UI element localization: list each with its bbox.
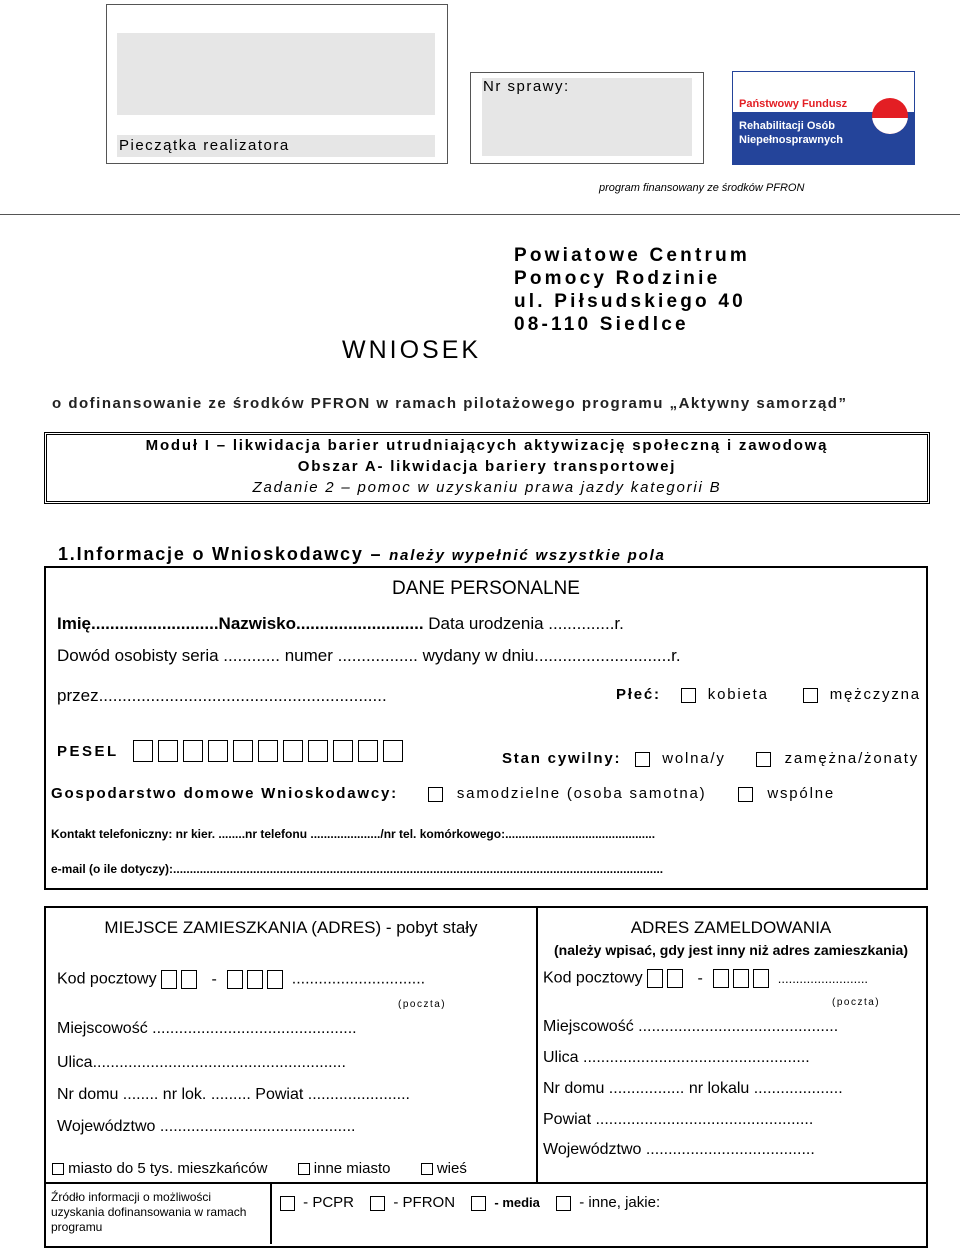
postal-digit-box[interactable] [247, 970, 263, 989]
pesel-digit-box[interactable] [383, 740, 403, 762]
marital-row [502, 750, 919, 767]
name-line[interactable] [57, 614, 624, 634]
birth-date-field[interactable]: Data urodzenia ..............r. [423, 614, 624, 633]
locality-small-town-label: miasto do 5 tys. mieszkańców [68, 1160, 268, 1177]
postal-digit-box[interactable] [227, 970, 243, 989]
pesel-row [57, 740, 408, 762]
form-subtitle: o dofinansowanie ze środków PFRON w ramach pilotażowego programu „Aktywny samorząd” [52, 395, 848, 412]
household-shared-label: wspólne [767, 785, 835, 802]
registration-postal-row: Kod pocztowy - ......................... [543, 969, 869, 987]
source-pcpr-checkbox[interactable] [280, 1196, 295, 1211]
pesel-digit-box[interactable] [158, 740, 178, 762]
household-row [51, 785, 835, 802]
source-pfron-label: - PFRON [393, 1194, 456, 1211]
registration-street-field[interactable]: Ulica ................................................... [543, 1049, 810, 1066]
name-surname-field[interactable]: Imię...........................Nazwisko........................... [57, 614, 424, 633]
sex-male-label: mężczyzna [829, 686, 921, 703]
source-media-label: - media [494, 1195, 540, 1210]
sex-female-checkbox[interactable] [681, 688, 696, 703]
registration-county-field[interactable]: Powiat ................................................. [543, 1111, 814, 1128]
postal-digit-box[interactable] [267, 970, 283, 989]
pfron-logo-line3: Niepełnosprawnych [739, 134, 843, 146]
postal-digit-box[interactable] [667, 969, 683, 988]
pesel-digit-box[interactable] [258, 740, 278, 762]
pesel-digit-box[interactable] [358, 740, 378, 762]
postal-digit-box[interactable] [161, 970, 177, 989]
postal-digit-box[interactable] [733, 969, 749, 988]
marital-married-checkbox[interactable] [756, 752, 771, 767]
sex-label: Płeć: [616, 686, 661, 703]
issuer-field[interactable]: przez............................................................. [57, 686, 387, 705]
registration-town-field[interactable]: Miejscowość ............................................. [543, 1018, 839, 1035]
registration-voivodeship-field[interactable]: Województwo ...................................... [543, 1141, 815, 1158]
registration-postal-label: Kod pocztowy [543, 969, 643, 987]
stamp-area [117, 33, 435, 115]
source-options [280, 1194, 660, 1211]
residence-postal-label: Kod pocztowy [57, 970, 157, 988]
locality-small-town-checkbox[interactable] [52, 1163, 64, 1175]
pesel-digit-box[interactable] [283, 740, 303, 762]
residence-voivodeship-field[interactable]: Województwo ............................................ [57, 1118, 356, 1135]
addressee-line1: Powiatowe Centrum [514, 245, 750, 266]
locality-row [52, 1160, 467, 1177]
postal-digit-box[interactable] [647, 969, 663, 988]
pfron-logo-emblem [872, 98, 908, 134]
email-line[interactable]: e-mail (o ile dotyczy):................................................................................................................................................... [51, 862, 664, 876]
module-task: Zadanie 2 – pomoc w uzyskaniu prawa jazdy kategorii B [252, 479, 722, 496]
residence-postal-dots[interactable]: .............................. [291, 970, 426, 988]
source-divider [44, 1182, 928, 1184]
header-divider [0, 214, 960, 215]
locality-other-town-label: inne miasto [313, 1160, 391, 1177]
funding-note: program finansowany ze środków PFRON [599, 182, 805, 194]
addressee-line4: 08-110 Siedlce [514, 314, 689, 335]
postal-digit-box[interactable] [181, 970, 197, 989]
stamp-label: Pieczątka realizatora [119, 137, 290, 154]
issuer-line [57, 686, 387, 706]
source-pcpr-label: - PCPR [303, 1194, 355, 1211]
registration-note: (należy wpisać, gdy jest inny niż adres zamieszkania) [553, 942, 909, 958]
form-title: WNIOSEK [342, 336, 482, 364]
marital-single-label: wolna/y [662, 750, 726, 767]
source-pfron-checkbox[interactable] [370, 1196, 385, 1211]
registration-postal-dots[interactable]: ......................... [777, 971, 869, 986]
section1-title [58, 544, 666, 565]
registration-house-field[interactable]: Nr domu ................. nr lokalu .................... [543, 1080, 843, 1097]
marital-single-checkbox[interactable] [635, 752, 650, 767]
registration-post-office-label: (poczta) [832, 997, 881, 1008]
module-area: Obszar A- likwidacja bariery transportowej [297, 458, 677, 475]
source-media-checkbox[interactable] [471, 1196, 486, 1211]
section1-title-note: należy wypełnić wszystkie pola [389, 547, 666, 564]
postal-digit-box[interactable] [713, 969, 729, 988]
addressee-line3: ul. Piłsudskiego 40 [514, 291, 746, 312]
household-alone-checkbox[interactable] [428, 787, 443, 802]
pfron-logo [732, 71, 915, 165]
household-alone-label: samodzielne (osoba samotna) [456, 785, 707, 802]
registration-header: ADRES ZAMELDOWANIA [630, 918, 832, 937]
residence-post-office-label: (poczta) [398, 999, 447, 1010]
household-shared-checkbox[interactable] [738, 787, 753, 802]
source-other-checkbox[interactable] [556, 1196, 571, 1211]
personal-data-header: DANE PERSONALNE [392, 578, 580, 599]
pesel-digit-box[interactable] [333, 740, 353, 762]
section1-title-text: 1.Informacje o Wnioskodawcy – [58, 544, 383, 564]
postal-digit-box[interactable] [753, 969, 769, 988]
case-number-label: Nr sprawy: [483, 78, 570, 95]
household-label: Gospodarstwo domowe Wnioskodawcy: [51, 785, 398, 802]
pesel-digit-box[interactable] [308, 740, 328, 762]
locality-village-label: wieś [436, 1160, 467, 1177]
source-label-divider [270, 1182, 272, 1244]
pesel-label: PESEL [57, 742, 119, 760]
pesel-digit-box[interactable] [233, 740, 253, 762]
sex-row [616, 686, 921, 703]
marital-label: Stan cywilny: [502, 750, 622, 767]
sex-male-checkbox[interactable] [803, 688, 818, 703]
pesel-digit-box[interactable] [183, 740, 203, 762]
pesel-digit-box[interactable] [133, 740, 153, 762]
pfron-logo-line2: Rehabilitacji Osób [739, 120, 835, 132]
residence-street-field[interactable]: Ulica......................................................... [57, 1054, 346, 1071]
source-label: Źródło informacji o możliwości uzyskania dofinansowania w ramach programu [51, 1190, 247, 1234]
residence-postal-row: Kod pocztowy - .............................. [57, 970, 426, 988]
residence-house-field[interactable]: Nr domu ........ nr lok. ......... Powiat ....................... [57, 1086, 410, 1103]
residence-header: MIEJSCE ZAMIESZKANIA (ADRES) - pobyt stały [104, 918, 478, 937]
contact-line[interactable]: Kontakt telefoniczny: nr kier. ........nr telefonu ...................../nr tel. komórkowego:............................................. [51, 827, 656, 841]
module-title: Moduł I – likwidacja barier utrudniających aktywizację społeczną i zawodową [145, 437, 829, 454]
id-card-line[interactable]: Dowód osobisty seria ............ numer ................. wydany w dniu.............................r. [57, 646, 681, 665]
residence-town-field[interactable]: Miejscowość .............................................. [57, 1020, 357, 1037]
marital-married-label: zamężna/żonaty [784, 750, 920, 767]
addressee-line2: Pomocy Rodzinie [514, 268, 721, 289]
locality-other-town-checkbox[interactable] [298, 1163, 310, 1175]
pfron-logo-line1: Państwowy Fundusz [739, 98, 848, 110]
sex-female-label: kobieta [707, 686, 769, 703]
locality-village-checkbox[interactable] [421, 1163, 433, 1175]
source-other-label: - inne, jakie: [579, 1194, 661, 1211]
pesel-digit-box[interactable] [208, 740, 228, 762]
addressee [514, 244, 750, 336]
